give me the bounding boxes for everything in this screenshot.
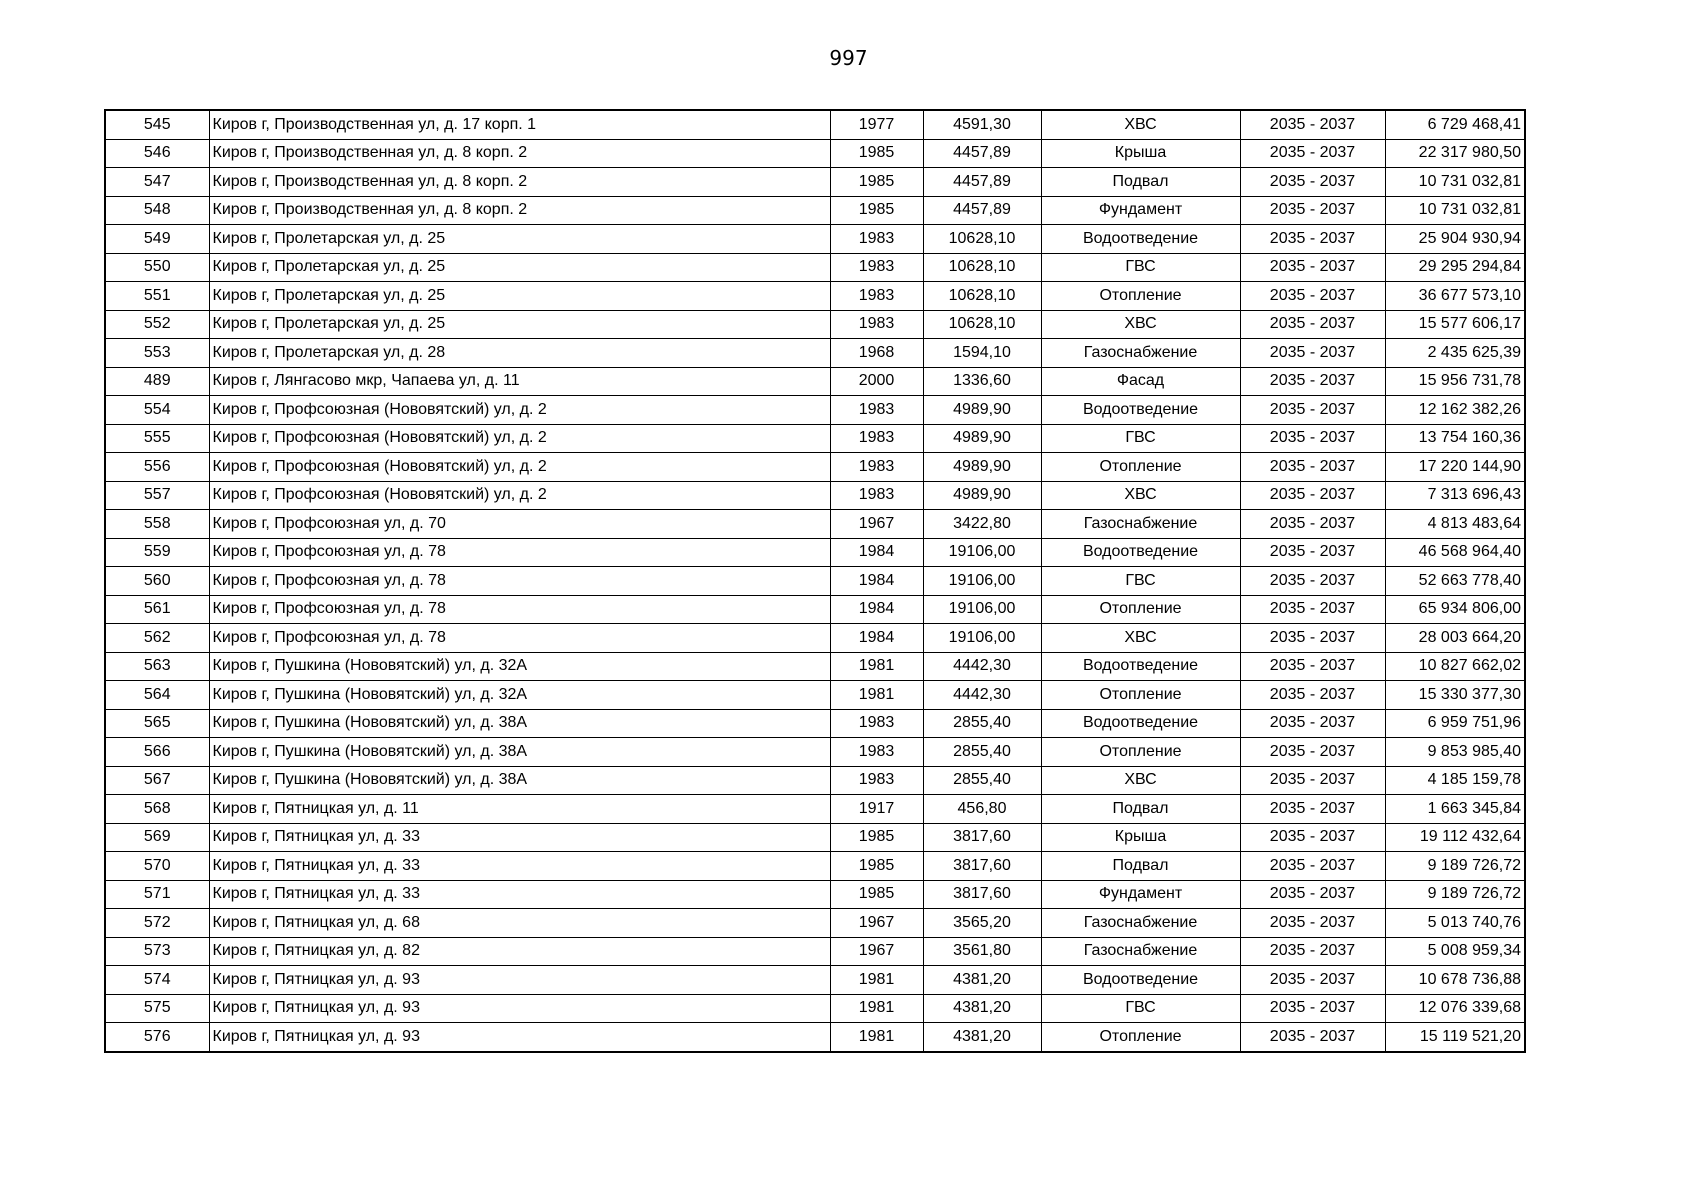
work-type-cell: Водоотведение	[1041, 966, 1240, 995]
row-number-cell: 553	[105, 339, 209, 368]
address-cell: Киров г, Пятницкая ул, д. 33	[209, 852, 830, 881]
build-year-cell: 2000	[830, 367, 923, 396]
address-cell: Киров г, Пятницкая ул, д. 33	[209, 823, 830, 852]
cost-cell: 10 731 032,81	[1385, 168, 1525, 197]
row-number-cell: 572	[105, 909, 209, 938]
work-type-cell: Водоотведение	[1041, 709, 1240, 738]
area-cell: 10628,10	[923, 253, 1041, 282]
build-year-cell: 1917	[830, 795, 923, 824]
build-year-cell: 1983	[830, 738, 923, 767]
table-row	[105, 453, 1525, 482]
work-type-cell: Фундамент	[1041, 196, 1240, 225]
build-year-cell: 1984	[830, 567, 923, 596]
address-cell: Киров г, Пушкина (Нововятский) ул, д. 38А	[209, 709, 830, 738]
table-row	[105, 424, 1525, 453]
area-cell: 4442,30	[923, 681, 1041, 710]
area-cell: 4457,89	[923, 168, 1041, 197]
table-row	[105, 396, 1525, 425]
work-type-cell: ГВС	[1041, 424, 1240, 453]
cost-cell: 10 678 736,88	[1385, 966, 1525, 995]
period-cell: 2035 - 2037	[1240, 367, 1385, 396]
table-row	[105, 709, 1525, 738]
row-number-cell: 566	[105, 738, 209, 767]
area-cell: 19106,00	[923, 595, 1041, 624]
work-type-cell: Водоотведение	[1041, 652, 1240, 681]
build-year-cell: 1983	[830, 282, 923, 311]
table-row	[105, 282, 1525, 311]
area-cell: 10628,10	[923, 282, 1041, 311]
table-row	[105, 225, 1525, 254]
row-number-cell: 545	[105, 110, 209, 139]
build-year-cell: 1983	[830, 481, 923, 510]
cost-cell: 13 754 160,36	[1385, 424, 1525, 453]
cost-cell: 25 904 930,94	[1385, 225, 1525, 254]
table-row	[105, 510, 1525, 539]
row-number-cell: 548	[105, 196, 209, 225]
build-year-cell: 1984	[830, 624, 923, 653]
address-cell: Киров г, Профсоюзная ул, д. 78	[209, 595, 830, 624]
table-row	[105, 880, 1525, 909]
row-number-cell: 547	[105, 168, 209, 197]
period-cell: 2035 - 2037	[1240, 1023, 1385, 1052]
address-cell: Киров г, Пятницкая ул, д. 33	[209, 880, 830, 909]
work-type-cell: ХВС	[1041, 110, 1240, 139]
table-row	[105, 139, 1525, 168]
area-cell: 2855,40	[923, 709, 1041, 738]
area-cell: 3817,60	[923, 823, 1041, 852]
table-row	[105, 681, 1525, 710]
table-row	[105, 310, 1525, 339]
address-cell: Киров г, Профсоюзная (Нововятский) ул, д. 2	[209, 481, 830, 510]
row-number-cell: 550	[105, 253, 209, 282]
row-number-cell: 567	[105, 766, 209, 795]
address-cell: Киров г, Профсоюзная ул, д. 78	[209, 624, 830, 653]
area-cell: 19106,00	[923, 538, 1041, 567]
address-cell: Киров г, Производственная ул, д. 17 корп. 1	[209, 110, 830, 139]
work-type-cell: Отопление	[1041, 738, 1240, 767]
area-cell: 456,80	[923, 795, 1041, 824]
work-type-cell: Газоснабжение	[1041, 510, 1240, 539]
table-row	[105, 823, 1525, 852]
row-number-cell: 563	[105, 652, 209, 681]
address-cell: Киров г, Производственная ул, д. 8 корп. 2	[209, 196, 830, 225]
row-number-cell: 576	[105, 1023, 209, 1052]
build-year-cell: 1983	[830, 766, 923, 795]
area-cell: 10628,10	[923, 225, 1041, 254]
table-row	[105, 624, 1525, 653]
row-number-cell: 549	[105, 225, 209, 254]
period-cell: 2035 - 2037	[1240, 538, 1385, 567]
work-type-cell: ХВС	[1041, 766, 1240, 795]
cost-cell: 6 729 468,41	[1385, 110, 1525, 139]
table-row	[105, 538, 1525, 567]
work-type-cell: ХВС	[1041, 310, 1240, 339]
build-year-cell: 1977	[830, 110, 923, 139]
area-cell: 4442,30	[923, 652, 1041, 681]
period-cell: 2035 - 2037	[1240, 937, 1385, 966]
work-type-cell: Крыша	[1041, 823, 1240, 852]
area-cell: 1594,10	[923, 339, 1041, 368]
table-row	[105, 367, 1525, 396]
table-row	[105, 110, 1525, 139]
build-year-cell: 1985	[830, 139, 923, 168]
cost-cell: 12 162 382,26	[1385, 396, 1525, 425]
address-cell: Киров г, Профсоюзная (Нововятский) ул, д. 2	[209, 453, 830, 482]
area-cell: 4989,90	[923, 396, 1041, 425]
cost-cell: 9 189 726,72	[1385, 852, 1525, 881]
build-year-cell: 1985	[830, 823, 923, 852]
period-cell: 2035 - 2037	[1240, 453, 1385, 482]
period-cell: 2035 - 2037	[1240, 652, 1385, 681]
cost-cell: 15 577 606,17	[1385, 310, 1525, 339]
address-cell: Киров г, Пятницкая ул, д. 93	[209, 994, 830, 1023]
cost-cell: 29 295 294,84	[1385, 253, 1525, 282]
build-year-cell: 1984	[830, 538, 923, 567]
row-number-cell: 574	[105, 966, 209, 995]
row-number-cell: 489	[105, 367, 209, 396]
build-year-cell: 1985	[830, 880, 923, 909]
cost-cell: 4 813 483,64	[1385, 510, 1525, 539]
work-type-cell: Подвал	[1041, 795, 1240, 824]
area-cell: 1336,60	[923, 367, 1041, 396]
row-number-cell: 560	[105, 567, 209, 596]
work-type-cell: Отопление	[1041, 282, 1240, 311]
work-type-cell: Водоотведение	[1041, 225, 1240, 254]
work-type-cell: Подвал	[1041, 168, 1240, 197]
period-cell: 2035 - 2037	[1240, 823, 1385, 852]
address-cell: Киров г, Профсоюзная ул, д. 70	[209, 510, 830, 539]
build-year-cell: 1981	[830, 652, 923, 681]
row-number-cell: 562	[105, 624, 209, 653]
table-row	[105, 253, 1525, 282]
address-cell: Киров г, Производственная ул, д. 8 корп. 2	[209, 139, 830, 168]
area-cell: 4381,20	[923, 966, 1041, 995]
cost-cell: 9 853 985,40	[1385, 738, 1525, 767]
build-year-cell: 1968	[830, 339, 923, 368]
cost-cell: 19 112 432,64	[1385, 823, 1525, 852]
period-cell: 2035 - 2037	[1240, 766, 1385, 795]
period-cell: 2035 - 2037	[1240, 709, 1385, 738]
period-cell: 2035 - 2037	[1240, 396, 1385, 425]
area-cell: 2855,40	[923, 766, 1041, 795]
build-year-cell: 1985	[830, 196, 923, 225]
cost-cell: 52 663 778,40	[1385, 567, 1525, 596]
period-cell: 2035 - 2037	[1240, 481, 1385, 510]
area-cell: 3817,60	[923, 880, 1041, 909]
address-cell: Киров г, Профсоюзная ул, д. 78	[209, 567, 830, 596]
work-type-cell: Отопление	[1041, 681, 1240, 710]
cost-cell: 6 959 751,96	[1385, 709, 1525, 738]
address-cell: Киров г, Пятницкая ул, д. 68	[209, 909, 830, 938]
period-cell: 2035 - 2037	[1240, 139, 1385, 168]
build-year-cell: 1981	[830, 994, 923, 1023]
period-cell: 2035 - 2037	[1240, 196, 1385, 225]
cost-cell: 17 220 144,90	[1385, 453, 1525, 482]
cost-cell: 1 663 345,84	[1385, 795, 1525, 824]
work-type-cell: Газоснабжение	[1041, 339, 1240, 368]
cost-cell: 15 330 377,30	[1385, 681, 1525, 710]
period-cell: 2035 - 2037	[1240, 339, 1385, 368]
build-year-cell: 1983	[830, 253, 923, 282]
address-cell: Киров г, Пролетарская ул, д. 25	[209, 253, 830, 282]
build-year-cell: 1983	[830, 225, 923, 254]
work-type-cell: Фундамент	[1041, 880, 1240, 909]
address-cell: Киров г, Лянгасово мкр, Чапаева ул, д. 11	[209, 367, 830, 396]
build-year-cell: 1981	[830, 681, 923, 710]
cost-cell: 15 956 731,78	[1385, 367, 1525, 396]
table-row	[105, 1023, 1525, 1052]
row-number-cell: 558	[105, 510, 209, 539]
period-cell: 2035 - 2037	[1240, 738, 1385, 767]
row-number-cell: 565	[105, 709, 209, 738]
cost-cell: 10 827 662,02	[1385, 652, 1525, 681]
build-year-cell: 1985	[830, 852, 923, 881]
row-number-cell: 552	[105, 310, 209, 339]
period-cell: 2035 - 2037	[1240, 595, 1385, 624]
period-cell: 2035 - 2037	[1240, 880, 1385, 909]
register-table	[104, 109, 1526, 1053]
cost-cell: 4 185 159,78	[1385, 766, 1525, 795]
row-number-cell: 561	[105, 595, 209, 624]
area-cell: 3565,20	[923, 909, 1041, 938]
period-cell: 2035 - 2037	[1240, 852, 1385, 881]
row-number-cell: 564	[105, 681, 209, 710]
table-row	[105, 567, 1525, 596]
period-cell: 2035 - 2037	[1240, 225, 1385, 254]
table-row	[105, 909, 1525, 938]
address-cell: Киров г, Пролетарская ул, д. 28	[209, 339, 830, 368]
row-number-cell: 557	[105, 481, 209, 510]
address-cell: Киров г, Пушкина (Нововятский) ул, д. 32А	[209, 652, 830, 681]
row-number-cell: 554	[105, 396, 209, 425]
build-year-cell: 1983	[830, 453, 923, 482]
table-row	[105, 595, 1525, 624]
address-cell: Киров г, Профсоюзная (Нововятский) ул, д. 2	[209, 424, 830, 453]
cost-cell: 46 568 964,40	[1385, 538, 1525, 567]
address-cell: Киров г, Пятницкая ул, д. 93	[209, 1023, 830, 1052]
work-type-cell: Отопление	[1041, 1023, 1240, 1052]
work-type-cell: ГВС	[1041, 994, 1240, 1023]
period-cell: 2035 - 2037	[1240, 424, 1385, 453]
area-cell: 4989,90	[923, 481, 1041, 510]
build-year-cell: 1967	[830, 937, 923, 966]
area-cell: 3561,80	[923, 937, 1041, 966]
table-row	[105, 766, 1525, 795]
work-type-cell: Водоотведение	[1041, 396, 1240, 425]
table-row	[105, 852, 1525, 881]
period-cell: 2035 - 2037	[1240, 909, 1385, 938]
work-type-cell: Водоотведение	[1041, 538, 1240, 567]
address-cell: Киров г, Пятницкая ул, д. 11	[209, 795, 830, 824]
cost-cell: 28 003 664,20	[1385, 624, 1525, 653]
area-cell: 3817,60	[923, 852, 1041, 881]
work-type-cell: ГВС	[1041, 253, 1240, 282]
work-type-cell: Отопление	[1041, 453, 1240, 482]
period-cell: 2035 - 2037	[1240, 567, 1385, 596]
row-number-cell: 556	[105, 453, 209, 482]
address-cell: Киров г, Профсоюзная (Нововятский) ул, д. 2	[209, 396, 830, 425]
address-cell: Киров г, Пролетарская ул, д. 25	[209, 225, 830, 254]
address-cell: Киров г, Пятницкая ул, д. 82	[209, 937, 830, 966]
row-number-cell: 546	[105, 139, 209, 168]
cost-cell: 10 731 032,81	[1385, 196, 1525, 225]
address-cell: Киров г, Пролетарская ул, д. 25	[209, 310, 830, 339]
work-type-cell: ХВС	[1041, 624, 1240, 653]
area-cell: 10628,10	[923, 310, 1041, 339]
cost-cell: 7 313 696,43	[1385, 481, 1525, 510]
work-type-cell: Газоснабжение	[1041, 909, 1240, 938]
cost-cell: 22 317 980,50	[1385, 139, 1525, 168]
area-cell: 4591,30	[923, 110, 1041, 139]
address-cell: Киров г, Пушкина (Нововятский) ул, д. 38А	[209, 738, 830, 767]
build-year-cell: 1983	[830, 310, 923, 339]
build-year-cell: 1981	[830, 1023, 923, 1052]
period-cell: 2035 - 2037	[1240, 994, 1385, 1023]
area-cell: 4457,89	[923, 139, 1041, 168]
area-cell: 3422,80	[923, 510, 1041, 539]
address-cell: Киров г, Пятницкая ул, д. 93	[209, 966, 830, 995]
period-cell: 2035 - 2037	[1240, 110, 1385, 139]
area-cell: 4989,90	[923, 453, 1041, 482]
build-year-cell: 1983	[830, 396, 923, 425]
row-number-cell: 575	[105, 994, 209, 1023]
work-type-cell: Крыша	[1041, 139, 1240, 168]
period-cell: 2035 - 2037	[1240, 795, 1385, 824]
area-cell: 19106,00	[923, 624, 1041, 653]
period-cell: 2035 - 2037	[1240, 168, 1385, 197]
row-number-cell: 551	[105, 282, 209, 311]
build-year-cell: 1984	[830, 595, 923, 624]
area-cell: 19106,00	[923, 567, 1041, 596]
table-row	[105, 481, 1525, 510]
area-cell: 4989,90	[923, 424, 1041, 453]
row-number-cell: 570	[105, 852, 209, 881]
page-number: 997	[829, 46, 868, 70]
area-cell: 4457,89	[923, 196, 1041, 225]
cost-cell: 12 076 339,68	[1385, 994, 1525, 1023]
work-type-cell: ХВС	[1041, 481, 1240, 510]
build-year-cell: 1967	[830, 510, 923, 539]
address-cell: Киров г, Пушкина (Нововятский) ул, д. 38А	[209, 766, 830, 795]
period-cell: 2035 - 2037	[1240, 510, 1385, 539]
address-cell: Киров г, Пролетарская ул, д. 25	[209, 282, 830, 311]
area-cell: 4381,20	[923, 1023, 1041, 1052]
cost-cell: 5 008 959,34	[1385, 937, 1525, 966]
period-cell: 2035 - 2037	[1240, 282, 1385, 311]
table-row	[105, 652, 1525, 681]
address-cell: Киров г, Профсоюзная ул, д. 78	[209, 538, 830, 567]
work-type-cell: Подвал	[1041, 852, 1240, 881]
build-year-cell: 1985	[830, 168, 923, 197]
row-number-cell: 571	[105, 880, 209, 909]
build-year-cell: 1983	[830, 709, 923, 738]
row-number-cell: 573	[105, 937, 209, 966]
table-row	[105, 937, 1525, 966]
period-cell: 2035 - 2037	[1240, 253, 1385, 282]
cost-cell: 36 677 573,10	[1385, 282, 1525, 311]
table-row	[105, 994, 1525, 1023]
register-table-body	[105, 110, 1525, 1052]
period-cell: 2035 - 2037	[1240, 966, 1385, 995]
address-cell: Киров г, Пушкина (Нововятский) ул, д. 32А	[209, 681, 830, 710]
cost-cell: 5 013 740,76	[1385, 909, 1525, 938]
cost-cell: 65 934 806,00	[1385, 595, 1525, 624]
work-type-cell: Фасад	[1041, 367, 1240, 396]
table-row	[105, 168, 1525, 197]
area-cell: 2855,40	[923, 738, 1041, 767]
cost-cell: 9 189 726,72	[1385, 880, 1525, 909]
area-cell: 4381,20	[923, 994, 1041, 1023]
build-year-cell: 1967	[830, 909, 923, 938]
table-row	[105, 795, 1525, 824]
table-row	[105, 966, 1525, 995]
period-cell: 2035 - 2037	[1240, 681, 1385, 710]
table-row	[105, 738, 1525, 767]
work-type-cell: ГВС	[1041, 567, 1240, 596]
table-row	[105, 196, 1525, 225]
cost-cell: 2 435 625,39	[1385, 339, 1525, 368]
row-number-cell: 555	[105, 424, 209, 453]
cost-cell: 15 119 521,20	[1385, 1023, 1525, 1052]
row-number-cell: 569	[105, 823, 209, 852]
row-number-cell: 559	[105, 538, 209, 567]
table-row	[105, 339, 1525, 368]
period-cell: 2035 - 2037	[1240, 624, 1385, 653]
period-cell: 2035 - 2037	[1240, 310, 1385, 339]
work-type-cell: Газоснабжение	[1041, 937, 1240, 966]
build-year-cell: 1981	[830, 966, 923, 995]
address-cell: Киров г, Производственная ул, д. 8 корп. 2	[209, 168, 830, 197]
row-number-cell: 568	[105, 795, 209, 824]
work-type-cell: Отопление	[1041, 595, 1240, 624]
build-year-cell: 1983	[830, 424, 923, 453]
